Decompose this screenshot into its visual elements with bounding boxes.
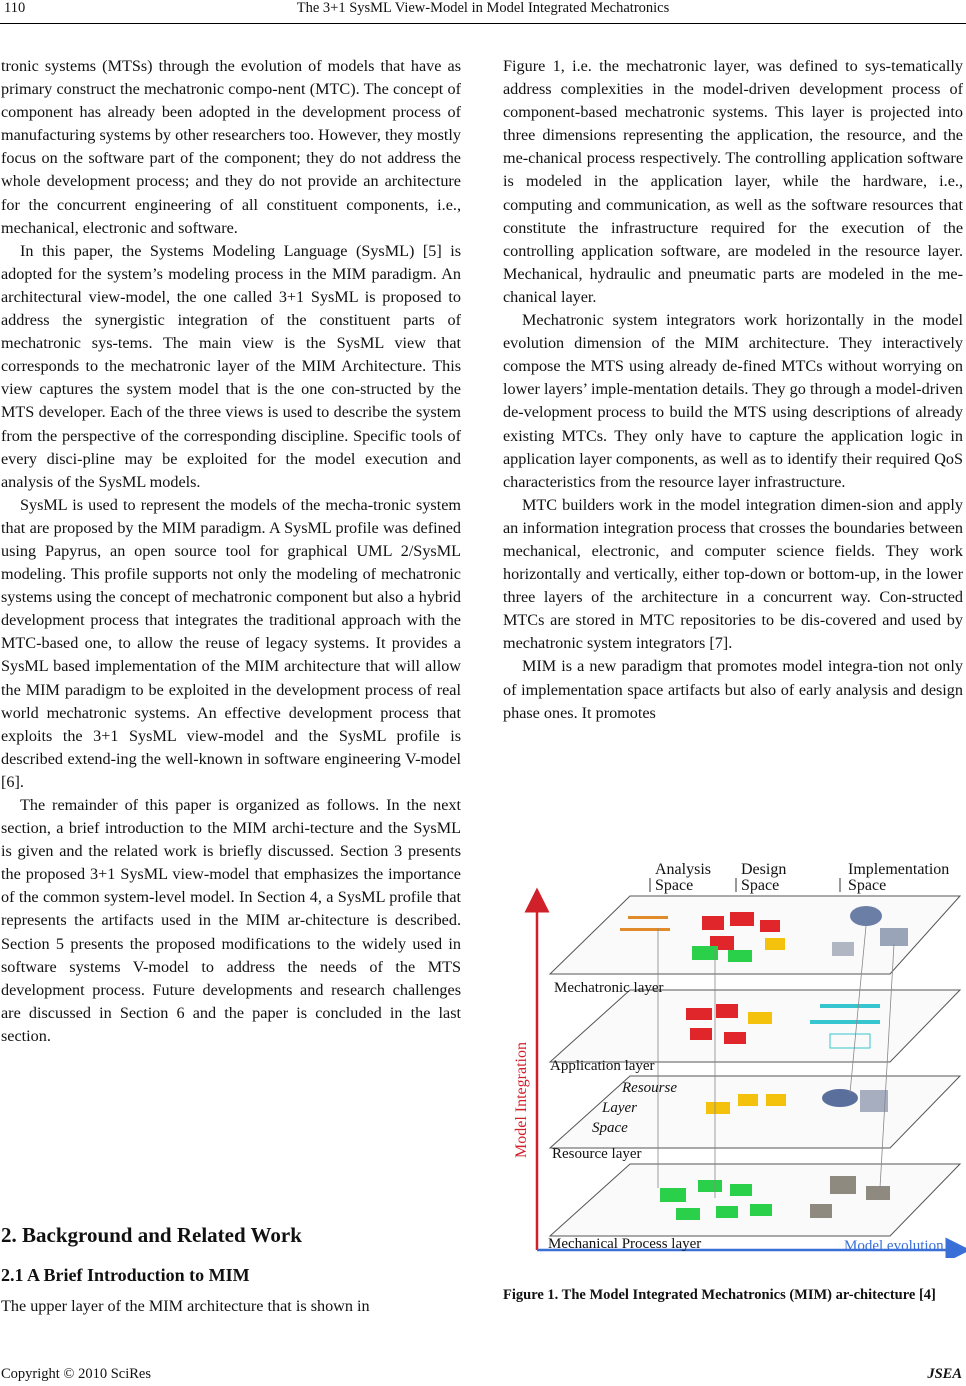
copyright: Copyright © 2010 SciRes bbox=[1, 1366, 151, 1382]
block bbox=[698, 1180, 722, 1192]
block bbox=[716, 1206, 738, 1218]
paragraph: Figure 1, i.e. the mechatronic layer, was defined to sys-tematically address complexities in the model-driven development process of component-based mechatronic systems. This layer is projected into three dimensions representing the application, the resource, and the me-chanical process respectively. The controlling application software is modeled in the application layer, while the hardware, i.e., computing and communication, as well as the software resources that constitute the infrastructure required for the execution of the controlling application software, are modeled in the resource layer. Mechanical, hydraulic and pneumatic parts are modeled in the me-chanical layer. bbox=[503, 57, 963, 306]
layer-application-label: Application layer bbox=[550, 1058, 655, 1074]
block bbox=[765, 938, 785, 950]
block bbox=[724, 1032, 746, 1044]
block bbox=[738, 1094, 758, 1106]
right-column bbox=[503, 55, 963, 725]
subsection-heading: 2.1 A Brief Introduction to MIM bbox=[1, 1265, 250, 1285]
col-design-label: Design bbox=[741, 861, 787, 878]
paragraph: SysML is used to represent the models of the mecha-tronic system that are proposed by the MIM paradigm. A SysML profile was defined using Papyrus, an open source tool for graphical UML 2/SysML modeling. This profile supports not only the modeling of mechatronic systems using the concept of mechatronic component but also a hybrid development process that integrates the traditional approach with the MTC-based one, to allow the reuse of legacy systems. It provides a SysML based implementation of the MIM architecture that will allow the MIM paradigm to be exploited in the development process of real world mechatronic systems. An effective development process that exploits the 3+1 SysML view-model and the SysML profile is described extend-ing the well-known in software engineering V-model [6]. bbox=[1, 495, 461, 791]
figure-caption: Figure 1. The Model Integrated Mechatronics (MIM) ar-chitecture [4] bbox=[503, 1287, 936, 1303]
block bbox=[716, 1004, 738, 1018]
block bbox=[686, 1008, 712, 1020]
y-axis-label: Model Integration bbox=[513, 1042, 530, 1158]
block bbox=[706, 1102, 730, 1114]
section-heading: 2. Background and Related Work bbox=[1, 1223, 302, 1247]
paragraph: tronic systems (MTSs) through the evolution of models that have as primary construct the mechatronic compo-nent (MTC). The concept of component has already been adopted in the development process of manufacturing systems by other researchers too. However, they mostly focus on the software part of the component; they do not address the whole development process; and they do not provide an architecture for the concurrent engineering of all constituent components, i.e., mechanical, electronic and software. bbox=[1, 57, 461, 237]
journal-name: JSEA bbox=[927, 1366, 962, 1382]
resourse-label: Resourse bbox=[622, 1080, 677, 1096]
running-title: The 3+1 SysML View-Model in Model Integrated Mechatronics bbox=[296, 0, 670, 16]
mim-architecture-figure bbox=[510, 858, 966, 1258]
paragraph: Mechatronic system integrators work horizontally in the model evolution dimension of the MIM architecture. They interactively compose the MTS using already de-fined MTCs without worrying on lower layers’ imple-mentation details. They go through a model-driven de-velopment process to build the MTS using descriptions of already existing MTCs. They only have to capture the application logic in application layer components, as well as to identify their required QoS characteristics from the resource layer infrastructure. bbox=[503, 311, 963, 491]
machine-icon bbox=[810, 1204, 832, 1218]
block bbox=[730, 1184, 752, 1196]
block bbox=[730, 912, 754, 926]
mechanical-plane bbox=[550, 1164, 960, 1236]
paragraph: MIM is a new paradigm that promotes model integra-tion not only of implementation space artifacts but also of early analysis and design phase ones. It promotes bbox=[503, 657, 963, 722]
col-analysis-sub: Space bbox=[655, 877, 694, 894]
col-design-sub: Space bbox=[741, 877, 780, 894]
figure-drawing bbox=[510, 858, 966, 1258]
block bbox=[750, 1204, 772, 1216]
machine-icon bbox=[832, 942, 854, 956]
left-column bbox=[1, 55, 461, 1048]
col-impl-label: Implementation bbox=[848, 861, 950, 878]
paragraph: MTC builders work in the model integration dimen-sion and apply an information integration process that crosses the boundaries between mechanical, electronic, and computer science fields. They work horizontally and vertically, either top-down or bottom-up, in the lower three layers of the architecture in a concurrent way. Con-structed MTCs are stored in MTC repositories to be dis-covered and used by mechatronic system integrators [7]. bbox=[503, 495, 963, 653]
page-header bbox=[0, 0, 966, 28]
block bbox=[766, 1094, 786, 1106]
machine-icon bbox=[850, 906, 882, 926]
block bbox=[692, 946, 718, 960]
block bbox=[702, 916, 724, 930]
layer-mechanical-label: Mechanical Process layer bbox=[548, 1236, 702, 1252]
header-rule bbox=[0, 23, 966, 24]
machine-icon bbox=[880, 928, 908, 946]
block bbox=[748, 1012, 772, 1024]
device-icon bbox=[860, 1090, 888, 1112]
block bbox=[690, 1028, 712, 1040]
paragraph: The upper layer of the MIM architecture that is shown in bbox=[1, 1297, 370, 1315]
layer-resource-label: Resource layer bbox=[552, 1146, 642, 1162]
col-impl-sub: Space bbox=[848, 877, 887, 894]
block bbox=[660, 1188, 686, 1202]
x-axis-label: Model evolution bbox=[844, 1238, 944, 1254]
block bbox=[676, 1208, 700, 1220]
device-icon bbox=[822, 1089, 858, 1107]
page-number: 110 bbox=[4, 0, 26, 16]
block bbox=[820, 1004, 880, 1008]
paragraph: In this paper, the Systems Modeling Language (SysML) [5] is adopted for the system’s modeling process in the MIM paradigm. An architectural view-model, the one called 3+1 SysML is proposed to address the synergistic integration of the constituent parts of mechatronic sys-tems. The main view is the SysML view that corresponds to the mechatronic layer of the MIM Architecture. This view captures the system model that is the one con-structed by the MTS developer. Each of the three views is used to describe the system from the perspective of the corresponding discipline. Specific tools of every disci-pline may be exploited for the model execution and analysis of the SysML models. bbox=[1, 241, 461, 491]
block bbox=[810, 1020, 880, 1024]
block bbox=[620, 928, 670, 931]
paragraph: The remainder of this paper is organized as follows. In the next section, a brief introduction to the MIM archi-tecture and the SysML is given and the related work is briefly discussed. Section 3 presents the proposed 3+1 SysML view-model that emphasizes the importance of the common system-level model. In Section 4, a SysML profile that represents the artifacts used in the MIM ar-chitecture is described. Section 5 presents the proposed modifications to the widely used in software systems V-model to address the needs of the MTS development process. Future developments and research challenges are discussed in Section 6 and the paper is concluded in the last section. bbox=[1, 796, 461, 1045]
resourse-layer-label: Layer bbox=[602, 1100, 637, 1116]
block bbox=[760, 920, 780, 932]
application-plane bbox=[550, 990, 960, 1062]
machine-icon bbox=[830, 1176, 856, 1194]
layer-mechatronic-label: Mechatronic layer bbox=[554, 980, 664, 996]
machine-icon bbox=[866, 1186, 890, 1200]
block bbox=[628, 916, 668, 919]
col-analysis-label: Analysis bbox=[655, 861, 711, 878]
block bbox=[728, 950, 752, 962]
resourse-space-label: Space bbox=[592, 1120, 628, 1136]
